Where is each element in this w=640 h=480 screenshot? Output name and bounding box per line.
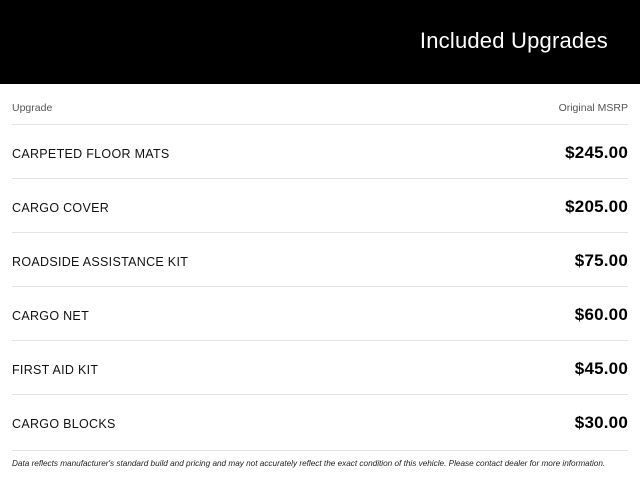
upgrade-name: CARGO COVER — [12, 201, 110, 215]
upgrade-price: $30.00 — [574, 413, 628, 432]
disclaimer-text: Data reflects manufacturer's standard build and pricing and may not accurately reflect the exact condition of this vehicle. Please contact dealer for more information. — [12, 450, 628, 470]
table-row — [12, 124, 628, 178]
table-row — [12, 232, 628, 286]
content-area — [0, 84, 640, 470]
upgrade-name: ROADSIDE ASSISTANCE KIT — [12, 255, 189, 269]
upgrade-price: $245.00 — [565, 143, 628, 162]
column-header-msrp: Original MSRP — [558, 102, 628, 114]
table-row — [12, 394, 628, 448]
table-row — [12, 286, 628, 340]
upgrade-name: FIRST AID KIT — [12, 363, 99, 377]
table-row — [12, 340, 628, 394]
upgrade-name: CARPETED FLOOR MATS — [12, 147, 170, 161]
upgrade-price: $205.00 — [565, 197, 628, 216]
upgrade-price: $45.00 — [574, 359, 628, 378]
page-header — [0, 0, 640, 84]
table-row — [12, 178, 628, 232]
upgrade-name: CARGO BLOCKS — [12, 417, 116, 431]
upgrade-name: CARGO NET — [12, 309, 90, 323]
page-title: Included Upgrades — [419, 28, 608, 53]
upgrade-price: $60.00 — [574, 305, 628, 324]
table-column-headers — [12, 84, 628, 124]
upgrades-table — [12, 124, 628, 448]
column-header-upgrade: Upgrade — [12, 102, 53, 114]
upgrade-price: $75.00 — [574, 251, 628, 270]
